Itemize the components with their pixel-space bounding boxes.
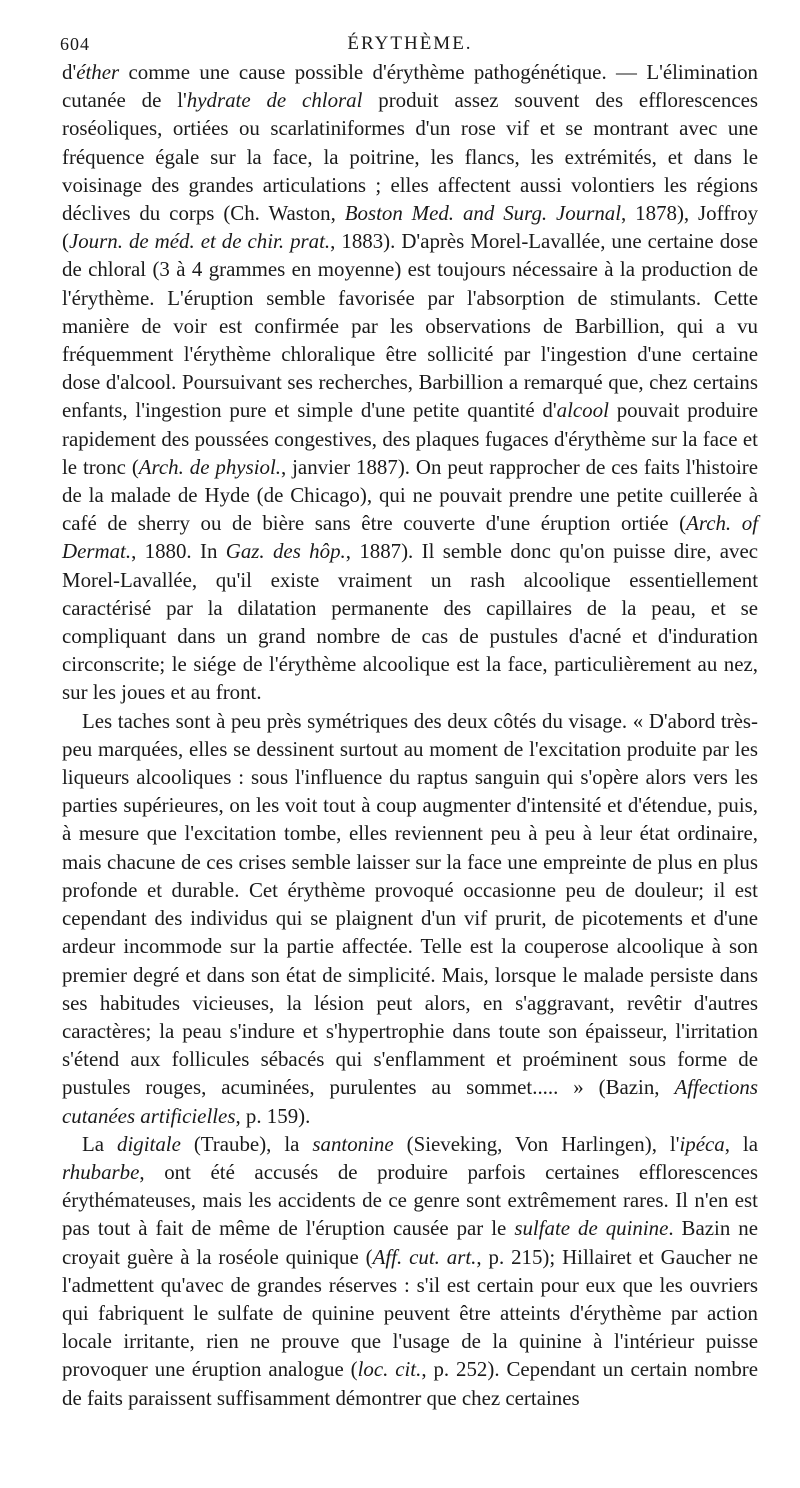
italic-text-segment: Arch. of Dermat. xyxy=(62,511,758,564)
text-segment: pouvait produire rapidement des poussées congestives, des plaques fugaces d'érythème sur la face et le tronc ( xyxy=(62,398,758,479)
italic-text-segment: Affections cutanées artificielles xyxy=(62,1075,758,1128)
text-segment: (Traube), la xyxy=(180,1131,313,1156)
italic-text-segment: éther xyxy=(76,60,120,84)
italic-text-segment: loc. cit. xyxy=(357,1357,422,1382)
text-segment: , 1878), Joffroy ( xyxy=(62,201,759,254)
italic-text-segment: Arch. de physiol. xyxy=(138,454,281,479)
text-segment: , ont été accusés de produire parfois certaines efflorescences érythémateuses, mais les accidents de ce genre sont extrêmement rares. Il n'en est pas tout à fait de même de l'éruption causée par le xyxy=(62,1159,758,1241)
text-segment: (Sieveking, Von Harlingen), l' xyxy=(393,1131,680,1156)
page-header xyxy=(62,0,758,58)
italic-text-segment: Journ. de méd. et de chir. prat. xyxy=(68,229,331,254)
body-text xyxy=(62,58,758,1412)
text-segment: , janvier 1887). On peut rapprocher de ces faits l'histoire de la malade de Hyde (de Chicago), qui ne pouvait prendre une petite cuillerée à café de sherry ou de bière sans être couverte d'une éruption ortiée ( xyxy=(62,454,758,536)
text-segment: . Bazin ne croyait guère à la roséole quinique ( xyxy=(62,1216,758,1269)
paragraph-1 xyxy=(62,58,758,707)
text-segment: , la xyxy=(724,1131,758,1156)
text-segment: , 1880. In xyxy=(131,539,226,564)
paragraph-2 xyxy=(62,707,758,1130)
italic-text-segment: alcool xyxy=(556,398,609,423)
page-number: 604 xyxy=(60,34,90,54)
italic-text-segment: Boston Med. and Surg. Journal xyxy=(344,201,622,226)
paragraph-3 xyxy=(62,1130,758,1412)
italic-text-segment: ipéca xyxy=(679,1131,725,1156)
running-title: ÉRYTHÈME. xyxy=(347,33,473,54)
italic-text-segment: sulfate de quinine xyxy=(514,1216,669,1241)
text-segment: produit assez souvent des efflorescences roséoliques, ortiées ou scarlatiniformes d'un rose vif et se montrant avec une fréquence égale sur la face, la poitrine, les flancs, les extrémités, et dans le voisinage des grandes articulations ; elles affectent aussi volontiers les régions déclives du corps (Ch. Waston, xyxy=(62,88,759,226)
text-segment: comme une cause possible d'érythème pathogénétique. — L'élimination cutanée de l' xyxy=(62,60,758,113)
text-segment: La xyxy=(82,1131,118,1156)
italic-text-segment: digitale xyxy=(117,1131,181,1156)
italic-text-segment: santonine xyxy=(312,1131,394,1156)
text-segment: , 1887). Il semble donc qu'on puisse dire, avec Morel-Lavallée, qu'il existe vraiment un rash alcoolique essentiellement caractérisé par la dilatation permanente des capillaires de la peau, et se compliquant dans un grand nombre de cas de pustules d'acné et d'induration circonscrite; le siége de l'érythème alcoolique est la face, particulièrement au nez, sur les joues et au front. xyxy=(62,539,759,705)
italic-text-segment: hydrate de chloral xyxy=(186,88,363,113)
text-segment: , 1883). D'après Morel-Lavallée, une certaine dose de chloral (3 à 4 grammes en moyenne) est toujours nécessaire à la production de l'érythème. L'éruption semble favorisée par l'absorption de stimulants. Cette manière de voir est confirmée par les observations de Barbillion, qui a vu fréquemment l'érythème chloralique être sollicité par l'ingestion d'une certaine dose d'alcool. Poursuivant ses recherches, Barbillion a remarqué que, chez certains enfants, l'ingestion pure et simple d'une petite quantité d' xyxy=(62,229,758,423)
text-segment: Les taches sont à peu près symétriques des deux côtés du visage. « D'abord très-peu marquées, elles se dessinent surtout au moment de l'excitation produite par les liqueurs alcooliques : sous l'influence du raptus sanguin qui s'opère alors vers les parties supérieures, on les voit tout à coup augmenter d'intensité et d'étendue, puis, à mesure que l'excitation tombe, elles reviennent peu à peu à leur état ordinaire, mais chacune de ces crises semble laisser sur la face une empreinte de plus en plus profonde et durable. Cet érythème provoqué occasionne peu de douleur; il est cependant des individus qui se plaignent d'un vif prurit, de picotements et d'une ardeur incommode sur la partie affectée. Telle est la couperose alcoolique à son premier degré et dans son état de simplicité. Mais, lorsque le malade persiste dans ses habitudes vicieuses, la lésion peut alors, en s'aggravant, revêtir d'autres caractères; la peau s'indure et s'hypertrophie dans toute son épaisseur, l'irritation s'étend aux follicules sébacés qui s'enflamment et proéminent sous forme de pustules rouges, acuminées, purulentes au sommet..... » (Bazin, xyxy=(62,708,758,1100)
text-segment: , p. 252). Cependant un certain nombre de faits paraissent suffisamment démontrer que chez certaines xyxy=(62,1357,758,1410)
text-segment: d' xyxy=(62,60,77,84)
italic-text-segment: Gaz. des hôp. xyxy=(225,539,346,564)
text-segment: , p. 159). xyxy=(235,1103,311,1128)
italic-text-segment: Aff. cut. art. xyxy=(372,1244,477,1269)
italic-text-segment: rhubarbe xyxy=(62,1159,140,1184)
text-segment: , p. 215); Hillairet et Gaucher ne l'admettent qu'avec de grandes réserves : s'il est certain pour eux que les ouvriers qui fabriquent le sulfate de quinine peuvent être atteints d'érythème par action locale irritante, rien ne prouve que l'usage de la quinine à l'intérieur puisse provoquer une éruption analogue ( xyxy=(62,1244,758,1382)
